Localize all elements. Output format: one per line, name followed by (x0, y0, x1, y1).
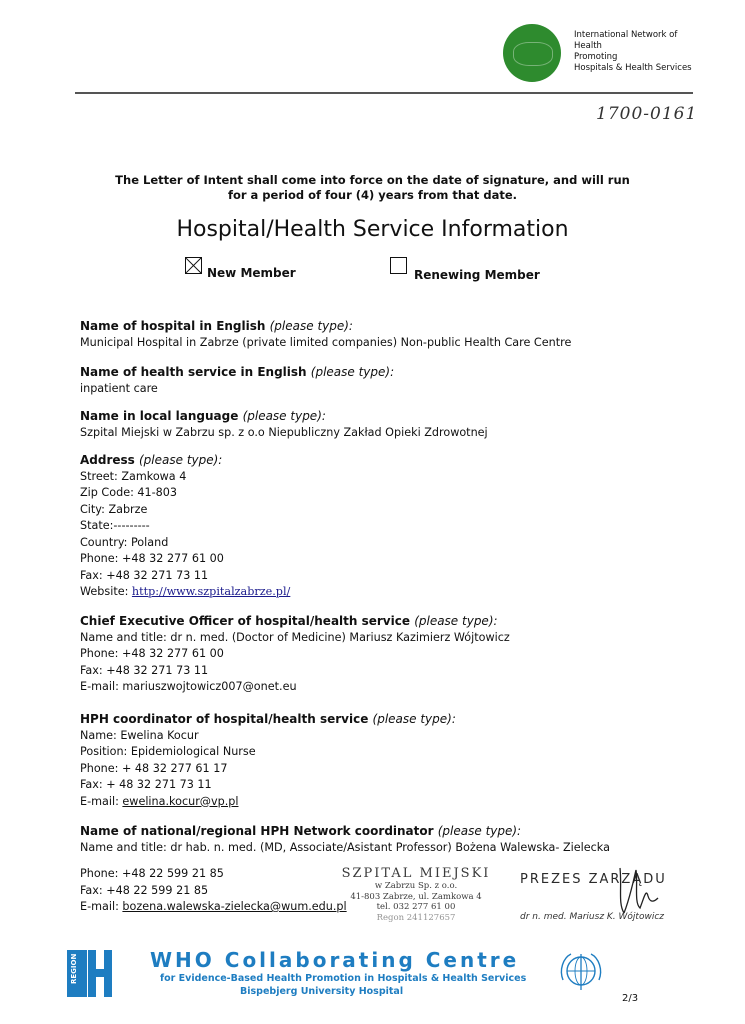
address-zip: Zip Code: 41-803 (80, 486, 178, 499)
address-street: Street: Zamkowa 4 (80, 469, 187, 483)
network-coordinator-section (80, 823, 610, 856)
who-centre-subtitle: for Evidence-Based Health Promotion in Hospitals & Health Services (160, 973, 527, 984)
handwritten-number: 1700-0161 (596, 104, 698, 124)
region-h-icon (86, 950, 114, 997)
section-heading: Name of hospital in English (80, 319, 266, 333)
network-coordinator-email-link[interactable]: bozena.walewska-zielecka@wum.edu.pl (122, 900, 347, 913)
address-state: State:--------- (80, 519, 150, 532)
section-hint: (please type): (372, 712, 456, 726)
service-name-value: inpatient care (80, 381, 158, 395)
stamp-line: tel. 032 277 61 00 (376, 902, 456, 912)
who-centre-hospital: Bispebjerg University Hospital (240, 986, 404, 997)
stamp-line: Regon 241127657 (376, 912, 456, 923)
hph-fax: Fax: + 48 32 271 73 11 (80, 778, 212, 791)
email-label: E-mail: (80, 794, 123, 808)
network-coordinator-contacts (80, 866, 347, 916)
address-phone: Phone: +48 32 277 61 00 (80, 552, 224, 565)
intro-line: for a period of four (4) years from that date. (227, 188, 518, 202)
new-member-label: New Member (207, 266, 296, 280)
section-heading: Name of national/regional HPH Network coordinator (80, 824, 434, 838)
section-heading: HPH coordinator of hospital/health service (80, 712, 369, 726)
section-hint: (please type): (437, 824, 522, 838)
local-name-section (80, 408, 488, 441)
section-heading: Address (80, 453, 135, 467)
hph-position: Position: Epidemiological Nurse (80, 745, 256, 758)
section-hint: (please type): (139, 453, 223, 467)
region-label: REGION (70, 953, 78, 984)
ceo-section (80, 613, 510, 696)
address-section (80, 452, 290, 601)
renewing-member-checkbox[interactable] (390, 257, 407, 274)
header-divider (75, 92, 693, 94)
new-member-checkbox[interactable] (185, 257, 202, 274)
intro-line: The Letter of Intent shall come into force on the date of signature, and will run (115, 173, 630, 187)
handwritten-signature (600, 858, 680, 918)
hph-name: Name: Ewelina Kocur (80, 728, 199, 742)
website-link[interactable]: http://www.szpitalzabrze.pl/ (131, 585, 291, 598)
hph-network-logo (503, 24, 561, 82)
address-fax: Fax: +48 32 271 73 11 (80, 568, 209, 582)
hph-email-link[interactable]: ewelina.kocur@vp.pl (122, 794, 239, 808)
network-coordinator-phone: Phone: +48 22 599 21 85 (80, 867, 224, 880)
section-hint: (please type): (269, 319, 353, 333)
page-number: 2/3 (622, 993, 639, 1004)
network-line: International Network of (574, 30, 678, 40)
service-name-section (80, 364, 394, 397)
section-hint: (please type): (242, 409, 326, 423)
who-centre-title: WHO Collaborating Centre (150, 948, 520, 972)
intro-text (80, 173, 665, 203)
section-heading: Name of health service in English (80, 365, 307, 379)
hospital-name-value: Municipal Hospital in Zabrze (private limited companies) Non-public Health Care Centre (80, 335, 572, 349)
address-country: Country: Poland (80, 535, 169, 549)
stamp-line: w Zabrzu Sp. z o.o. (374, 881, 458, 891)
network-coordinator-name: Name and title: dr hab. n. med. (MD, Associate/Asistant Professor) Bożena Walewska- Zielecka (80, 840, 610, 854)
hospital-name-section (80, 318, 571, 351)
ceo-phone: Phone: +48 32 277 61 00 (80, 647, 224, 660)
network-coordinator-fax: Fax: +48 22 599 21 85 (80, 883, 209, 897)
network-name (574, 30, 692, 74)
network-line: Hospitals & Health Services (574, 63, 692, 73)
website-label: Website: (80, 585, 132, 598)
section-heading: Chief Executive Officer of hospital/health service (80, 614, 410, 628)
region-logo (67, 950, 87, 997)
ceo-email: E-mail: mariuszwojtowicz007@onet.eu (80, 680, 297, 693)
ceo-fax: Fax: +48 32 271 73 11 (80, 663, 209, 677)
signer-name: dr n. med. Mariusz K. Wójtowicz (520, 912, 664, 922)
renewing-member-label: Renewing Member (414, 268, 540, 282)
hospital-stamp (336, 866, 496, 923)
network-line: Promoting (574, 52, 618, 62)
page-title: Hospital/Health Service Information (176, 217, 569, 242)
who-emblem-icon (557, 950, 605, 994)
local-name-value: Szpital Miejski w Zabrzu sp. z o.o Niepubliczny Zakład Opieki Zdrowotnej (80, 425, 488, 439)
section-hint: (please type): (310, 365, 395, 379)
stamp-line: 41-803 Zabrze, ul. Zamkowa 4 (350, 891, 482, 902)
ceo-name: Name and title: dr n. med. (Doctor of Medicine) Mariusz Kazimierz Wójtowicz (80, 630, 510, 644)
address-city: City: Zabrze (80, 502, 148, 516)
email-label: E-mail: (80, 900, 123, 913)
board-president-stamp: PREZES ZARZĄDU (520, 872, 667, 887)
section-heading: Name in local language (80, 409, 239, 423)
network-line: Health (574, 41, 602, 51)
stamp-line: SZPITAL MIEJSKI (341, 866, 491, 881)
section-hint: (please type): (414, 614, 498, 628)
hph-coordinator-section (80, 711, 456, 810)
hph-phone: Phone: + 48 32 277 61 17 (80, 761, 228, 775)
